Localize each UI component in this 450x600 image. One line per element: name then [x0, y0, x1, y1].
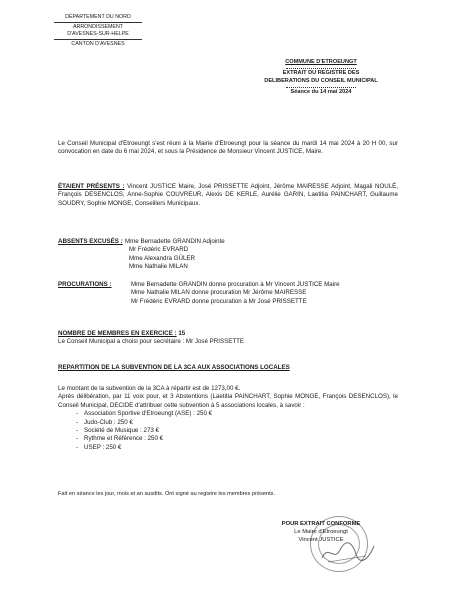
- deliberation-text: Après délibération, par 11 voix pour, et 3 Abstentions (Laetitia PAINCHART, Sophie MONGE, François DESENCLOS), le Conseil Municipal, DECIDE d'attribuer cette subvention à 5 associations locales, à savoir :: [58, 393, 398, 409]
- extrait-line-1: EXTRAIT DU REGISTRE DES: [282, 70, 360, 76]
- header-left: [28, 14, 168, 48]
- signature-block: [262, 520, 380, 544]
- secretaire-line: Le Conseil Municipal a choisi pour secrétaire : Mr José PRISSETTE: [58, 338, 245, 346]
- membres-section: [58, 330, 398, 347]
- commune-title: COMMUNE D'ETROEUNGT: [285, 59, 357, 65]
- extrait-line-2: DELIBERATIONS DU CONSEIL MUNICIPAL: [264, 78, 378, 84]
- seance-date: Séance du 14 mai 2024: [290, 89, 352, 95]
- membres-label: NOMBRE DE MEMBRES EN EXERCICE :: [58, 330, 177, 337]
- montant-line: Le montant de la subvention de la 3CA à répartir est de 1273,00 €.: [58, 385, 241, 392]
- header-right: [246, 58, 396, 96]
- arrondissement-line-1: ARRONDISSEMENT: [72, 24, 124, 30]
- absents-label: ABSENTS EXCUSÉS :: [58, 238, 123, 245]
- association-item: - Rythme et Référence : 250 €: [76, 435, 398, 443]
- header-divider: [54, 22, 142, 23]
- presents-section: [58, 183, 398, 208]
- procurations-label: PROCURATIONS :: [58, 281, 112, 288]
- procuration-item: Mme Nathalie MILAN donne procuration Mr Jérôme MAIRESSE: [131, 289, 307, 297]
- absent-item: Mr Frédéric EVRARD: [129, 246, 189, 254]
- absent-item: Mme Bernadette GRANDIN Adjointe: [125, 238, 225, 245]
- association-item: - Société de Musique : 273 €: [76, 427, 398, 435]
- department-name: DÉPARTEMENT DU NORD: [65, 14, 131, 20]
- absent-item: Mme Alexandra GÜLER: [129, 254, 196, 262]
- procurations-section: [58, 281, 398, 306]
- header-divider: [54, 39, 142, 40]
- repartition-title-block: [58, 364, 398, 372]
- association-item: - Association Sportive d'Etroeungt (ASE) : 250 €: [76, 410, 398, 418]
- absent-item: Mme Nathalie MILAN: [129, 263, 188, 271]
- repartition-title: REPARTITION DE LA SUBVENTION DE LA 3CA AUX ASSOCIATIONS LOCALES: [58, 364, 290, 371]
- intro-paragraph: Le Conseil Municipal d'Etroeungt s'est réuni à la Mairie d'Etroeungt pour la séance du mardi 14 mai 2024 à 20 H 00, sur convocation en date du 6 mai 2024, et sous la Présidence de Monsieur Vincent JUSTICE, Maire.: [58, 140, 398, 156]
- association-item: - Judo-Club : 250 €: [76, 419, 398, 427]
- absents-section: [58, 238, 398, 272]
- presents-label: ÉTAIENT PRÉSENTS :: [58, 183, 125, 190]
- closing-line: Fait en séance les jour, mois et an susdits. Ont signé au registre les membres présents.: [58, 491, 276, 497]
- presents-text: Vincent JUSTICE Maire, José PRISSETTE Adjoint, Jérôme MAIRESSE Adjoint, Magali NOULÉ, François DESENCLOS, Anne-Sophie COUVREUR, Alexis DE KERLE, Aurélie GARIN, Laetitia PAINCHART, Guillaume SOUDRY, Sophie MONGE, Conseillers Municipaux.: [58, 183, 399, 207]
- canton-name: CANTON D'AVESNES: [71, 41, 125, 47]
- arrondissement-line-2: D'AVESNES-SUR-HELPE: [67, 31, 129, 37]
- signature-line-3: Vincent JUSTICE: [298, 537, 344, 543]
- association-item: - USEP : 250 €: [76, 444, 398, 452]
- procuration-item: Mme Bernadette GRANDIN donne procuration à Mr Vincent JUSTICE Maire: [131, 281, 340, 288]
- association-list: [58, 410, 398, 452]
- signature-line-1: POUR EXTRAIT CONFORME: [281, 521, 361, 527]
- repartition-body: [58, 385, 398, 452]
- signature-line-2: Le Maire d'Etroeungt: [294, 529, 348, 535]
- membres-value: 15: [176, 330, 186, 337]
- procuration-item: Mr Frédéric EVRARD donne procuration à Mr José PRISSETTE: [131, 297, 307, 305]
